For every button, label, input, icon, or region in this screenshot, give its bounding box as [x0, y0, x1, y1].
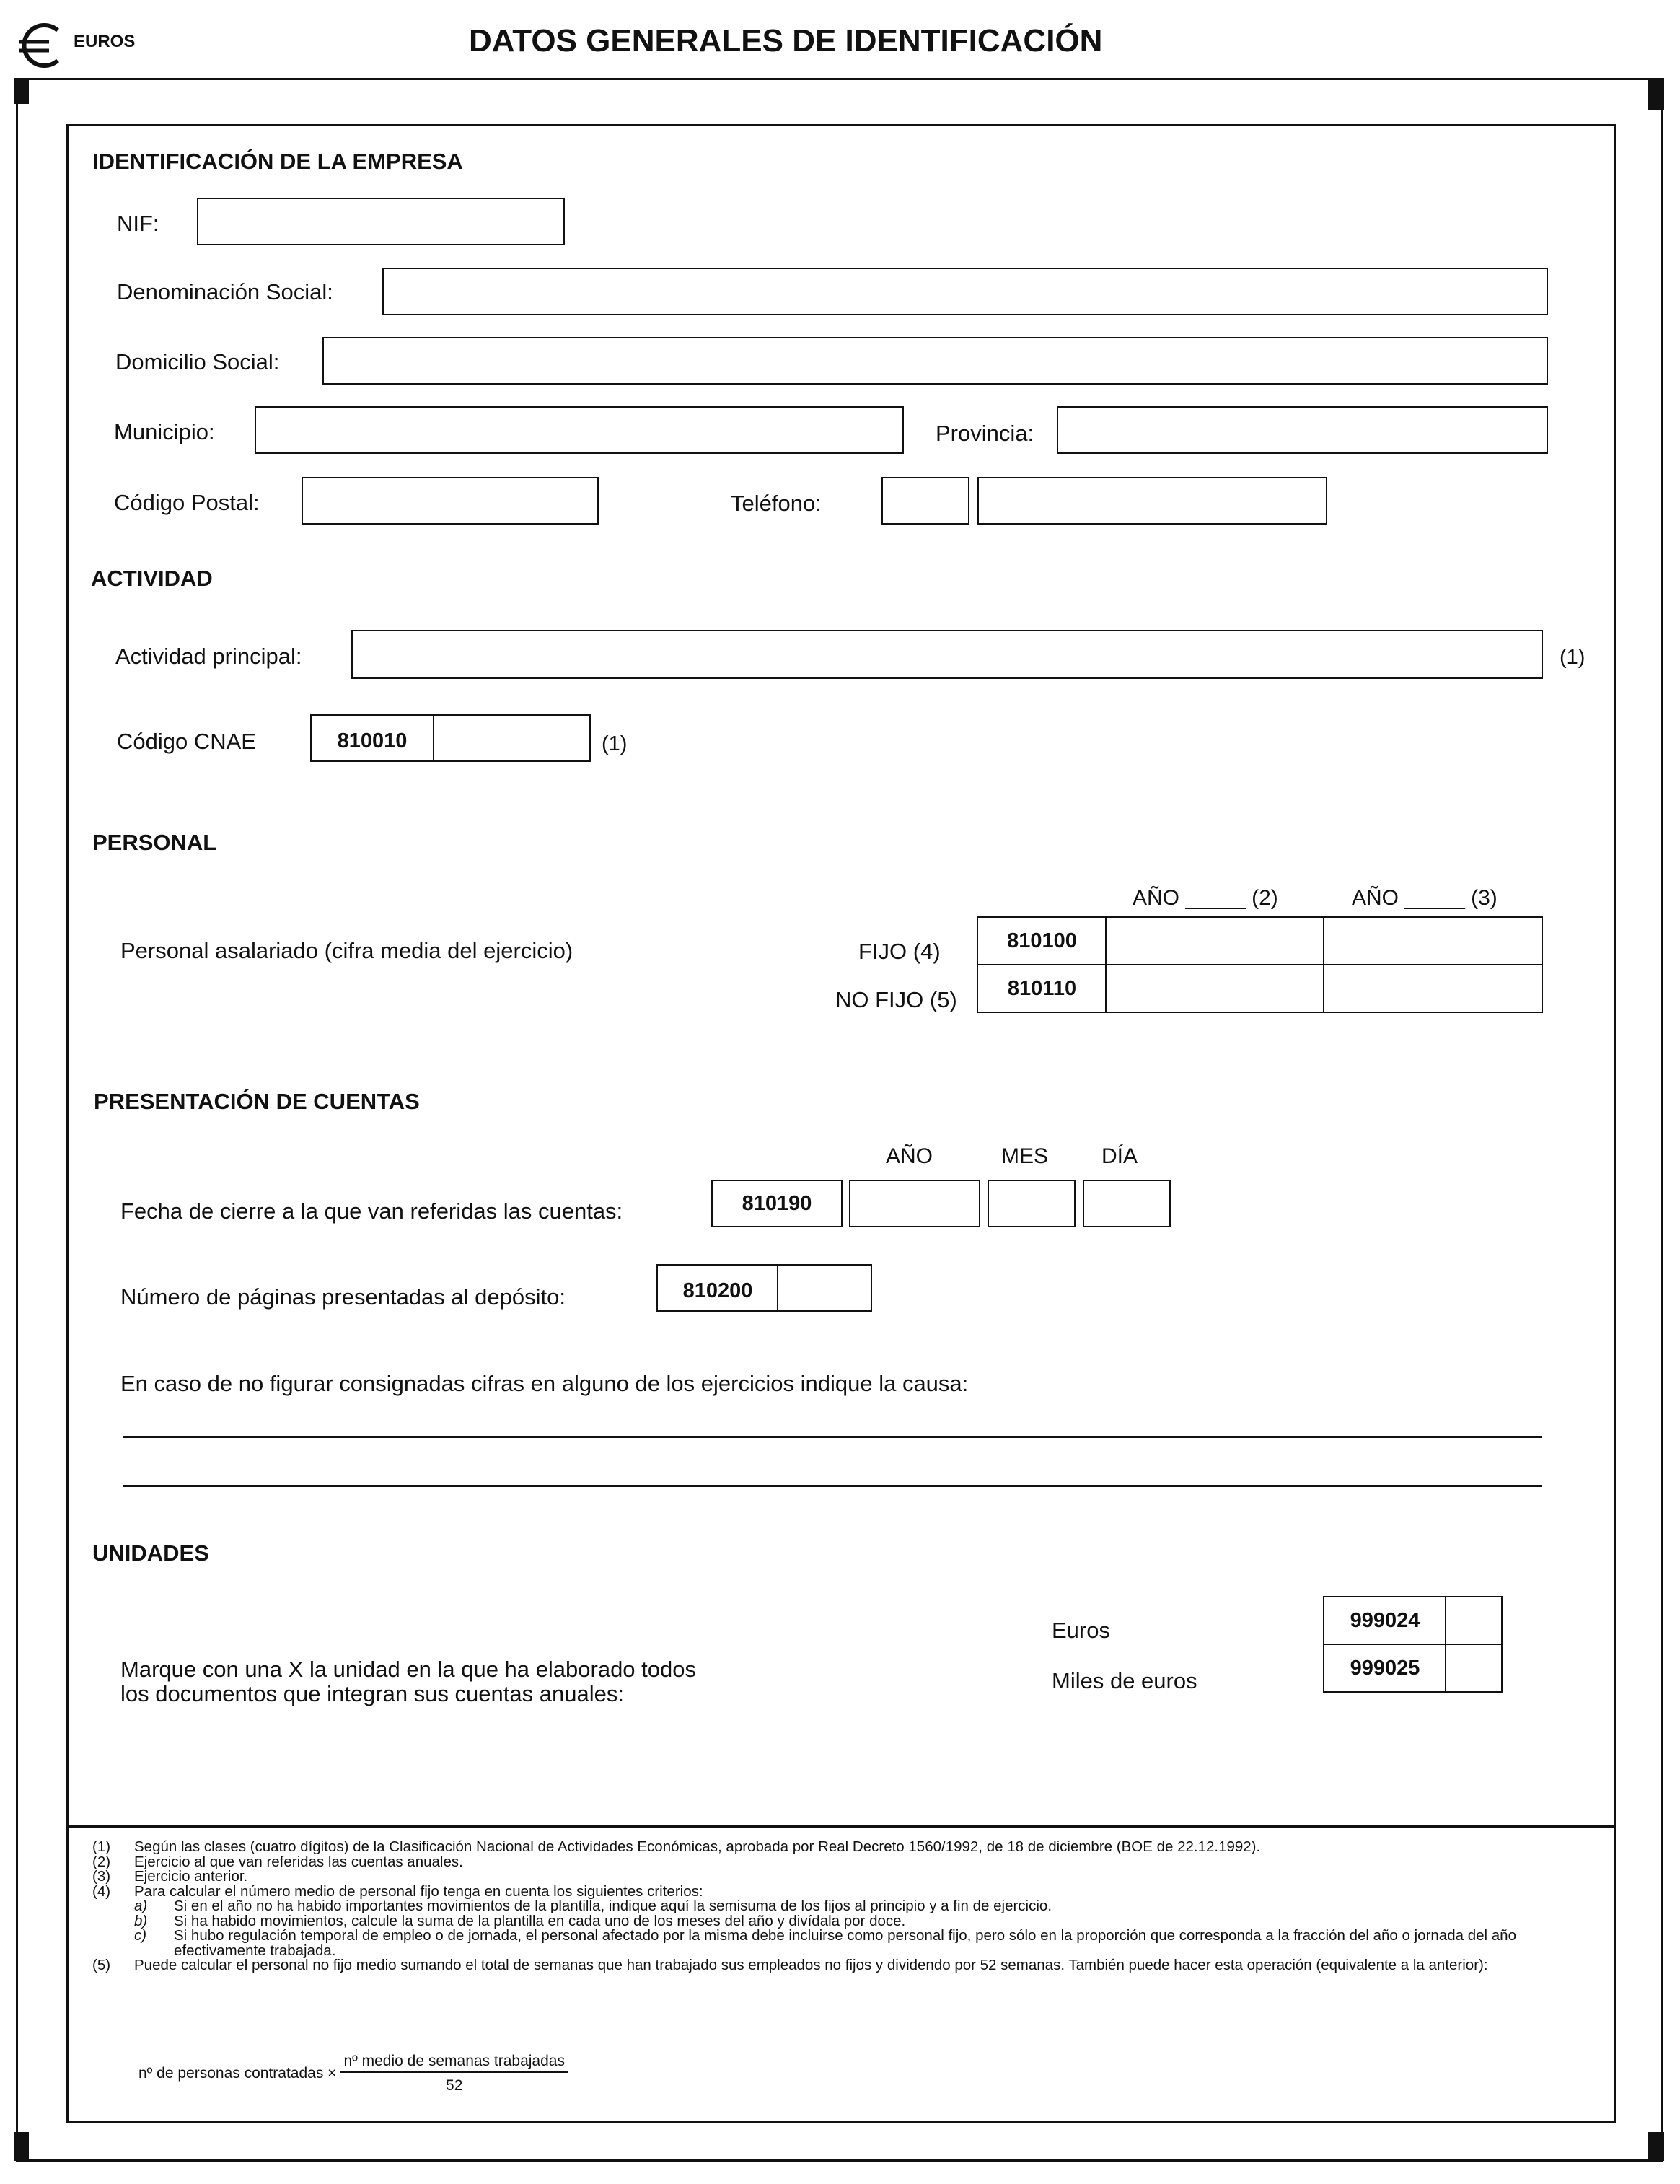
- section-title-empresa: IDENTIFICACIÓN DE LA EMPRESA: [92, 149, 463, 174]
- cnae-label: Código CNAE: [117, 729, 256, 754]
- causa-line-1[interactable]: [123, 1436, 1542, 1438]
- fecha-day-field[interactable]: [1083, 1180, 1171, 1227]
- denominacion-field[interactable]: [382, 268, 1548, 315]
- footnote-5: [92, 1958, 1600, 1973]
- footnotes-separator: [66, 1825, 1616, 1828]
- footnote-number: (3): [92, 1868, 111, 1885]
- actividad-principal-field[interactable]: [351, 630, 1543, 679]
- paginas-field[interactable]: [777, 1264, 872, 1312]
- telefono-number-field[interactable]: [977, 477, 1327, 525]
- no-fijo-label: NO FIJO (5): [835, 987, 957, 1012]
- unidades-instruction-1: Marque con una X la unidad en la que ha elaborado todos: [120, 1657, 696, 1682]
- footnote-text: Puede calcular el personal no fijo medio sumando el total de semanas que han trabajado sus empleados no fijos y dividendo por 52 semanas. También puede hacer esta operación (equivalente a la anterior):: [134, 1957, 1488, 1973]
- fecha-cierre-label: Fecha de cierre a la que van referidas las cuentas:: [120, 1198, 623, 1224]
- paginas-label: Número de páginas presentadas al depósito:: [120, 1284, 566, 1310]
- telefono-prefix-field[interactable]: [881, 477, 969, 525]
- footnote-4: [92, 1882, 1600, 1900]
- no-fijo-previous-year-field[interactable]: [1323, 964, 1543, 1013]
- provincia-label: Provincia:: [936, 421, 1034, 446]
- footnote-text: Ejercicio al que van referidas las cuentas anuales.: [134, 1853, 463, 1870]
- miles-euros-checkbox[interactable]: [1445, 1644, 1503, 1693]
- formula-numerator: nº medio de semanas trabajadas: [340, 2053, 568, 2073]
- year-previous-header: AÑO _____ (3): [1352, 886, 1498, 910]
- municipio-label: Municipio:: [114, 419, 215, 444]
- domicilio-field[interactable]: [322, 337, 1548, 385]
- cnae-field[interactable]: [433, 714, 591, 762]
- currency-label: EUROS: [74, 32, 136, 51]
- section-title-personal: PERSONAL: [92, 830, 217, 855]
- causa-label: En caso de no figurar consignadas cifras en alguno de los ejercicios indique la causa:: [120, 1371, 969, 1396]
- municipio-field[interactable]: [255, 406, 904, 454]
- fecha-year-field[interactable]: [849, 1180, 980, 1227]
- miles-euros-label: Miles de euros: [1052, 1668, 1197, 1693]
- fecha-month-field[interactable]: [988, 1180, 1076, 1227]
- fijo-code: 810100: [1007, 929, 1077, 952]
- footnote-4b: [92, 1914, 1600, 1929]
- footnote-text: Para calcular el número medio de personal fijo tenga en cuenta los siguientes criterios:: [134, 1882, 703, 1900]
- unidades-instruction-2: los documentos que integran sus cuentas anuales:: [120, 1681, 624, 1706]
- codigo-postal-field[interactable]: [302, 477, 599, 525]
- actividad-principal-note: (1): [1560, 646, 1586, 669]
- nif-label: NIF:: [117, 211, 159, 236]
- nif-field[interactable]: [197, 198, 565, 245]
- footnote-sub-text: Si en el año no ha habido importantes movimientos de la plantilla, indique aquí la semisuma de los fijos al principio y a fin de ejercicio.: [174, 1898, 1052, 1914]
- euros-label: Euros: [1052, 1618, 1110, 1643]
- fijo-current-year-field[interactable]: [1105, 916, 1325, 965]
- footnote-text: Ejercicio anterior.: [134, 1868, 248, 1885]
- footnote-4c: [92, 1929, 1600, 1958]
- year-current-header: AÑO _____ (2): [1133, 886, 1278, 910]
- footnote-4a: [92, 1899, 1600, 1914]
- formula-left: nº de personas contratadas ×: [138, 2065, 337, 2082]
- telefono-label: Teléfono:: [731, 491, 822, 516]
- page-title: DATOS GENERALES DE IDENTIFICACIÓN: [469, 23, 1103, 58]
- section-title-cuentas: PRESENTACIÓN DE CUENTAS: [94, 1089, 420, 1114]
- codigo-postal-label: Código Postal:: [114, 490, 260, 515]
- cuentas-day-header: DÍA: [1101, 1144, 1138, 1168]
- fijo-previous-year-field[interactable]: [1323, 916, 1543, 965]
- section-title-unidades: UNIDADES: [92, 1540, 209, 1566]
- footnote-3: [92, 1869, 1600, 1885]
- domicilio-label: Domicilio Social:: [115, 349, 280, 374]
- no-fijo-code: 810110: [1007, 976, 1077, 1000]
- footnote-sub-text: Si hubo regulación temporal de empleo o de jornada, el personal afectado por la misma debe incluirse como personal fijo, pero sólo en la proporción que corresponda a la fracción del año o jornada del año efectivamente trabajada.: [174, 1927, 1516, 1959]
- footnote-sub-text: Si ha habido movimientos, calcule la suma de la plantilla en cada uno de los meses del año y divídala por doce.: [174, 1912, 906, 1929]
- cnae-code: 810010: [337, 729, 408, 753]
- fijo-label: FIJO (4): [858, 939, 941, 964]
- cnae-note: (1): [602, 732, 628, 755]
- footnote-text: Según las clases (cuatro dígitos) de la Clasificación Nacional de Actividades Económicas, aprobada por Real Decreto 1560/1992, de 18 de diciembre (BOE de 22.12.1992).: [134, 1838, 1261, 1855]
- personal-description: Personal asalariado (cifra media del ejercicio): [120, 938, 573, 963]
- paginas-code: 810200: [682, 1279, 753, 1302]
- footnotes: [92, 1840, 1600, 1973]
- footnote-1: [92, 1840, 1600, 1855]
- actividad-principal-label: Actividad principal:: [115, 644, 302, 669]
- section-title-actividad: ACTIVIDAD: [91, 566, 213, 591]
- causa-line-2[interactable]: [123, 1485, 1542, 1487]
- denominacion-label: Denominación Social:: [117, 279, 333, 304]
- euros-code: 999024: [1350, 1608, 1420, 1632]
- footnote-number: (5): [92, 1957, 111, 1973]
- fecha-code: 810190: [742, 1191, 812, 1215]
- cuentas-year-header: AÑO: [886, 1144, 933, 1168]
- footnote-2: [92, 1855, 1600, 1870]
- no-fijo-formula: [138, 2053, 568, 2095]
- euros-checkbox[interactable]: [1445, 1596, 1503, 1645]
- miles-code: 999025: [1350, 1656, 1420, 1680]
- footnote-sub-label: c): [134, 1927, 147, 1944]
- no-fijo-current-year-field[interactable]: [1105, 964, 1325, 1013]
- footnote-number: (1): [92, 1838, 111, 1855]
- euro-icon: [16, 20, 66, 71]
- footnote-sub-label: b): [134, 1912, 148, 1929]
- footnote-number: (4): [92, 1882, 111, 1900]
- provincia-field[interactable]: [1057, 406, 1548, 454]
- cuentas-month-header: MES: [1001, 1144, 1049, 1168]
- footnote-number: (2): [92, 1853, 111, 1870]
- footnote-sub-label: a): [134, 1898, 148, 1914]
- formula-denominator: 52: [446, 2077, 463, 2094]
- formula-fraction: [340, 2053, 568, 2095]
